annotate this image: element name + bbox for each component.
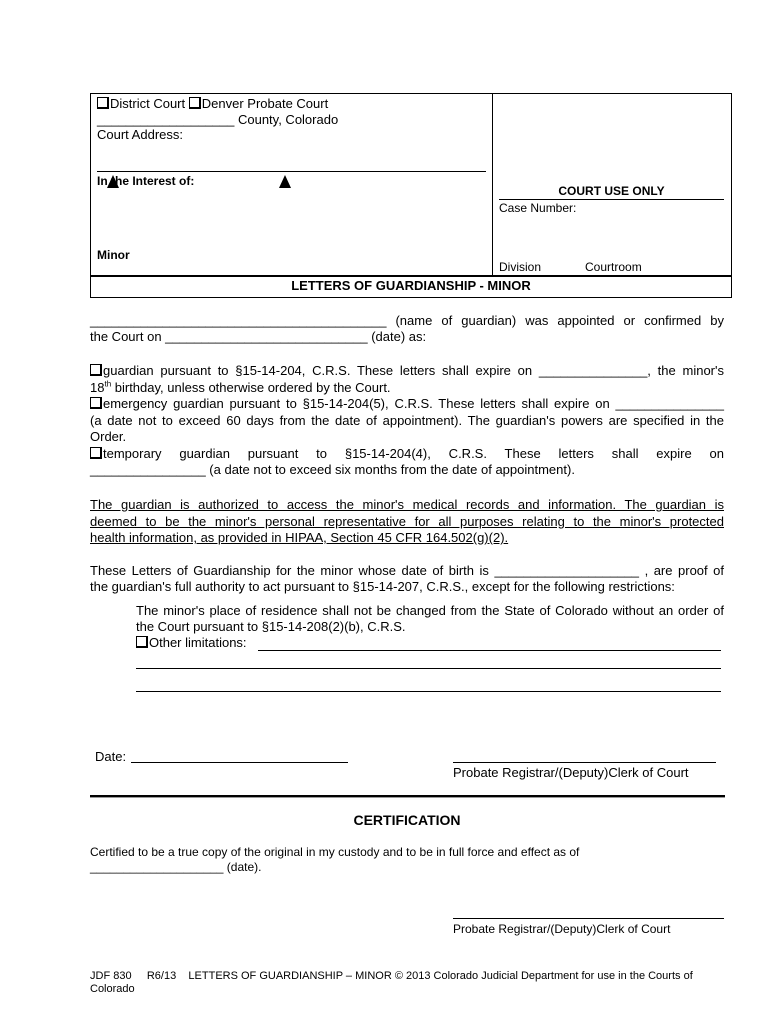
option-emergency-line-2: (a date not to exceed 60 days from the date of appointment). The guardian's powers are specified in the <box>90 412 724 428</box>
appointment-section <box>90 313 724 345</box>
registrar-signature-line[interactable] <box>453 762 716 763</box>
temporary-checkbox[interactable] <box>90 447 102 459</box>
appointed-line-1: _________________________________________ (name of guardian) was appointed or confirmed by <box>90 313 724 328</box>
court-options <box>97 96 328 111</box>
registrar-label: Probate Registrar/(Deputy)Clerk of Court <box>453 765 689 780</box>
arrow-up-icon <box>279 175 291 188</box>
court-use-line <box>499 199 724 200</box>
minor-label: Minor <box>97 248 130 262</box>
option-temporary-line-1: temporary guardian pursuant to §15-14-204(4), C.R.S. These letters shall expire on <box>90 446 724 463</box>
court-use-only: COURT USE ONLY <box>558 184 665 198</box>
case-number-label: Case Number: <box>499 201 577 215</box>
other-limitations-line-1[interactable] <box>258 650 721 651</box>
probate-court-checkbox[interactable] <box>189 97 201 109</box>
other-limitations-line-3[interactable] <box>136 691 721 692</box>
restrictions: The minor's place of residence shall not be changed from the State of Colorado without an order of the Court pursuant to §15-14-208(2)(b), C.R.S. Other limitations: <box>136 603 724 650</box>
certification-heading: CERTIFICATION <box>353 812 461 828</box>
certification-registrar-label: Probate Registrar/(Deputy)Clerk of Court <box>453 922 671 936</box>
option-guardian-line-1: guardian pursuant to §15-14-204, C.R.S. These letters shall expire on _______________, the minor's <box>90 363 724 380</box>
date-label: Date: <box>95 749 127 764</box>
section-divider <box>90 795 725 798</box>
certification-text: Certified to be a true copy of the original in my custody and to be in full force and effect as of ____________________ (date). <box>90 845 580 874</box>
page-title: LETTERS OF GUARDIANSHIP - MINOR <box>291 278 531 293</box>
court-address-label: Court Address: <box>97 127 183 142</box>
division-label: Division <box>499 260 542 274</box>
emergency-checkbox[interactable] <box>90 397 102 409</box>
date-line[interactable] <box>131 762 348 763</box>
footer: JDF 830 R6/13 LETTERS OF GUARDIANSHIP – MINOR © 2013 Colorado Judicial Department for use in the Courts of Colorado <box>90 970 693 995</box>
district-court-label: District Court <box>110 96 186 111</box>
appointed-line-2: the Court on ____________________________ (date) as: <box>90 329 427 344</box>
proof-paragraph: These Letters of Guardianship for the minor whose date of birth is ____________________ , are proof of the guardian's full authority to act pursuant to §15-14-207, C.R.S., except for the following restrictions: <box>90 563 724 594</box>
guardian-options <box>90 363 724 479</box>
district-court-checkbox[interactable] <box>97 97 109 109</box>
option-emergency-line-3: Order. <box>90 429 127 444</box>
option-guardian-line-2: 18th birthday, unless otherwise ordered by the Court. <box>90 379 391 395</box>
certification-signature-line[interactable] <box>453 918 724 919</box>
arrow-up-icon <box>107 175 119 188</box>
address-line <box>97 171 486 172</box>
other-limitations-checkbox[interactable] <box>136 636 148 648</box>
guardian-checkbox[interactable] <box>90 364 102 376</box>
other-limitations-line-2[interactable] <box>136 668 721 669</box>
option-temporary-line-2: ________________ (a date not to exceed six months from the date of appointment). <box>90 462 575 477</box>
probate-court-label: Denver Probate Court <box>201 96 329 111</box>
hipaa-paragraph: The guardian is authorized to access the minor's medical records and information. The guardian is deemed to be the minor's personal representative for all purposes relating to the minor's protected health information, as provided in HIPAA, Section 45 CFR 164.502(g)(2). <box>90 497 724 545</box>
in-interest-label: In the Interest of: <box>97 174 195 188</box>
courtroom-label: Courtroom <box>585 260 642 274</box>
county-line: ___________________ County, Colorado <box>97 112 339 127</box>
other-limitations: Other limitations: <box>136 635 724 651</box>
caption-divider <box>492 93 493 276</box>
option-emergency-line-1: emergency guardian pursuant to §15-14-204(5), C.R.S. These letters shall expire on _______________ <box>90 396 724 413</box>
